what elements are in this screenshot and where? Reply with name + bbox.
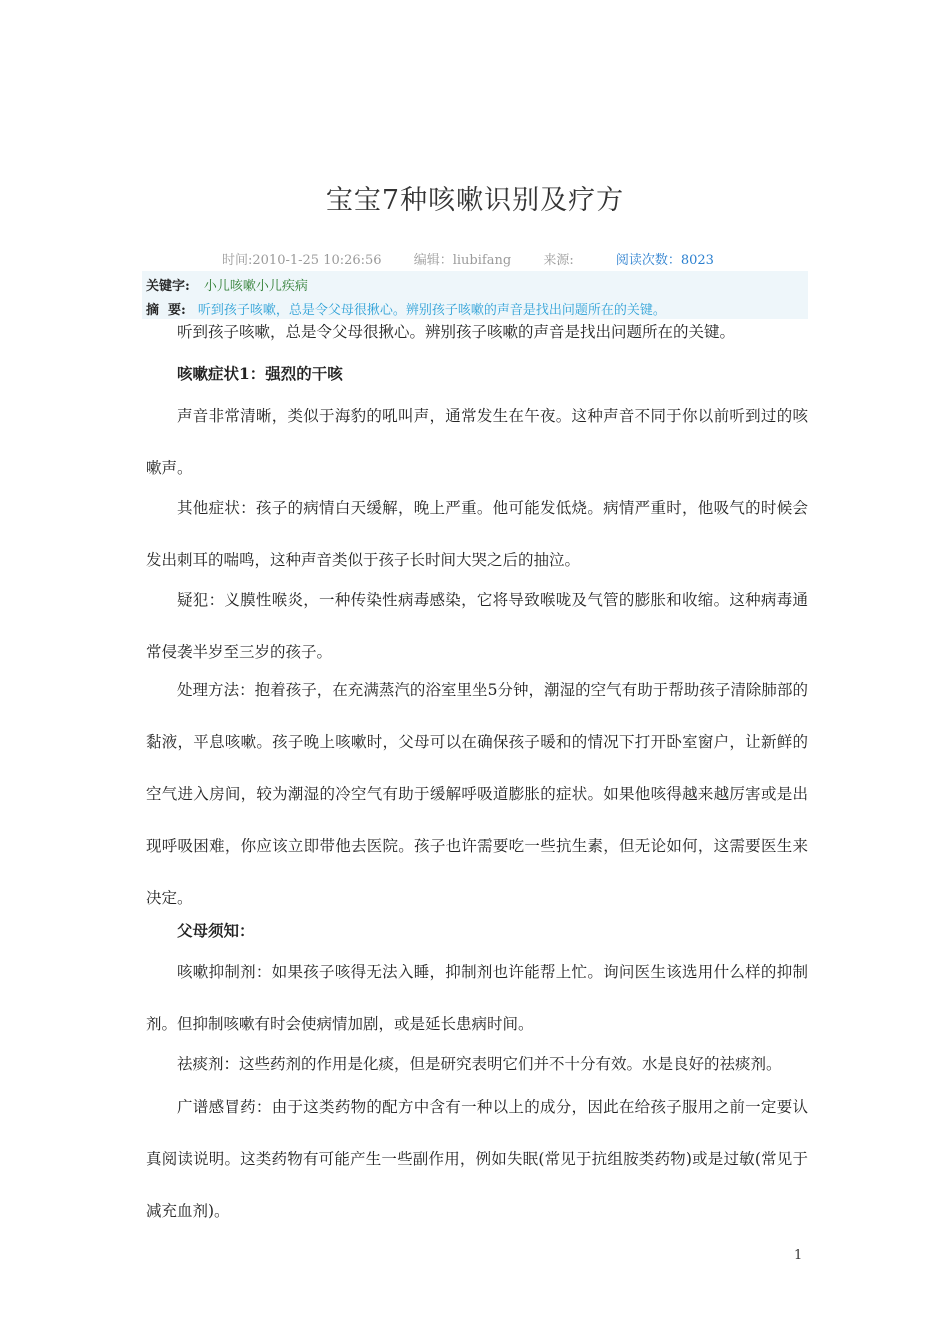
- paragraph-expectorant: 祛痰剂：这些药剂的作用是化痰，但是研究表明它们并不十分有效。水是良好的祛痰剂。: [177, 1055, 782, 1073]
- article-meta: [222, 249, 742, 268]
- section-heading-symptom-1: 咳嗽症状1：强烈的干咳: [177, 364, 343, 383]
- paragraph-suspect: 疑犯：义膜性喉炎，一种传染性病毒感染，它将导致喉咙及气管的膨胀和收缩。这种病毒通常侵袭半岁至三岁的孩子。: [146, 591, 808, 661]
- keywords-value: 小儿咳嗽小儿疾病: [203, 279, 308, 294]
- keywords-row: [146, 275, 308, 294]
- abstract-label: 摘 要:: [146, 303, 186, 318]
- read-count: 阅读次数：8023: [615, 253, 714, 268]
- abstract-value: 听到孩子咳嗽，总是令父母很揪心。辨别孩子咳嗽的声音是找出问题所在的关键。: [197, 303, 666, 318]
- paragraph-cold-medicine: 广谱感冒药：由于这类药物的配方中含有一种以上的成分，因此在给孩子服用之前一定要认真阅读说明。这类药物有可能产生一些副作用，例如失眠(常见于抗组胺类药物)或是过敏(常见于减充血剂)。: [146, 1098, 808, 1220]
- paragraph-sound: 声音非常清晰，类似于海豹的吼叫声，通常发生在午夜。这种声音不同于你以前听到过的咳嗽声。: [146, 407, 808, 477]
- paragraph-intro: 听到孩子咳嗽，总是令父母很揪心。辨别孩子咳嗽的声音是找出问题所在的关键。: [177, 323, 736, 341]
- keywords-label: 关键字:: [146, 279, 190, 294]
- page-number: 1: [794, 1248, 803, 1263]
- paragraph-treatment: 处理方法：抱着孩子，在充满蒸汽的浴室里坐5分钟，潮湿的空气有助于帮助孩子清除肺部的黏液，平息咳嗽。孩子晚上咳嗽时，父母可以在确保孩子暖和的情况下打开卧室窗户，让新鲜的空气进入房间，较为潮湿的冷空气有助于缓解呼吸道膨胀的症状。如果他咳得越来越厉害或是出现呼吸困难，你应该立即带他去医院。孩子也许需要吃一些抗生素，但无论如何，这需要医生来决定。: [146, 681, 808, 907]
- section-heading-parents-notes: 父母须知：: [177, 921, 255, 940]
- publish-time: 时间:2010-1-25 10:26:56: [222, 253, 382, 268]
- editor: 编辑：liubifang: [413, 253, 512, 268]
- source: 来源:: [543, 253, 574, 268]
- paragraph-other-symptoms: 其他症状：孩子的病情白天缓解，晚上严重。他可能发低烧。病情严重时，他吸气的时候会发出刺耳的喘鸣，这种声音类似于孩子长时间大哭之后的抽泣。: [146, 499, 808, 569]
- paragraph-cough-suppressant: 咳嗽抑制剂：如果孩子咳得无法入睡，抑制剂也许能帮上忙。询问医生该选用什么样的抑制剂。但抑制咳嗽有时会使病情加剧，或是延长患病时间。: [146, 963, 808, 1033]
- document-title: 宝宝7种咳嗽识别及疗方: [325, 185, 625, 216]
